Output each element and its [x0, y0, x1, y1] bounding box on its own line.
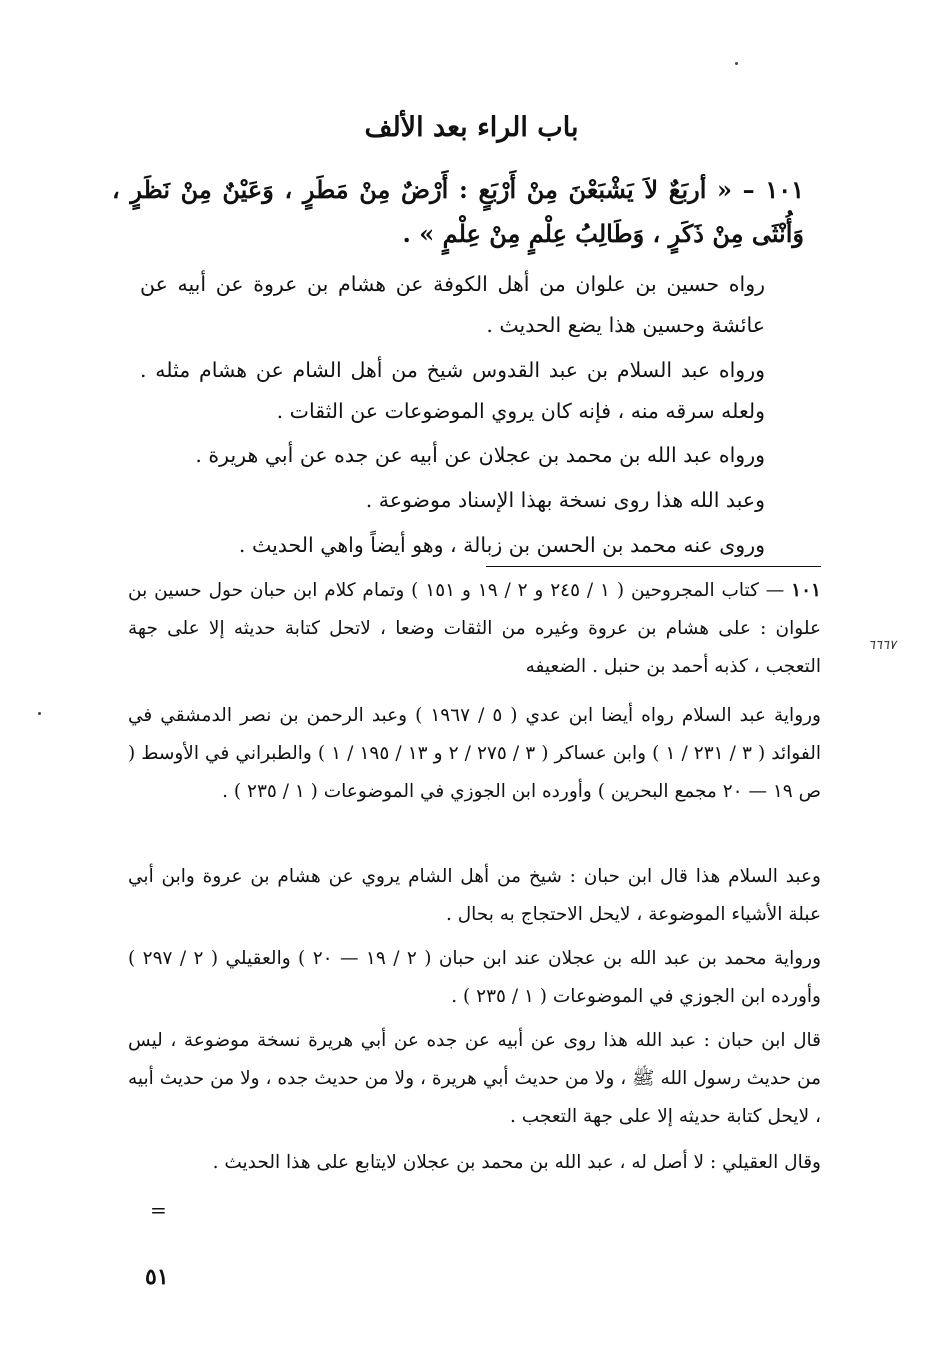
scan-speck [735, 62, 738, 65]
hadith-number: ١٠١ [765, 175, 804, 204]
footnote-text: — كتاب المجروحين ( ١ / ٢٤٥ و ٢ / ١٩ و ١٥١ ) وتمام كلام ابن حبان حول حسين بن علوان : على هشام بن عروة وغيره من الثقات وضعا ، لاتحل كتابة حديثه إلا على جهة التعجب ، كذبه أحمد بن حنبل . الضعيفه [128, 580, 821, 677]
narration-paragraph: وعبد الله هذا روى نسخة بهذا الإسناد موضوعة . [365, 488, 765, 512]
footnote-paragraph: وعبد السلام هذا قال ابن حبان : شيخ من أهل الشام يروي عن هشام بن عروة وابن أبي عبلة الأشياء الموضوعة ، لايحل الاحتجاج به بحال . [128, 866, 821, 925]
handwritten-annotation: ٦٦٦٧ [868, 638, 896, 653]
hadith-body: – « أربَعٌ لاَ يَشْبَعْنَ مِنْ أَرْبَعٍ : أَرْضٌ مِنْ مَطَرٍ ، وَعَيْنٌ مِنْ نَظَرٍ ، وَأُنْثَى مِنْ ذَكَرٍ ، وَطَالِبُ عِلْمٍ مِنْ عِلْمٍ » . [112, 175, 804, 248]
narration-paragraph: رواه حسين بن علوان من أهل الكوفة عن هشام بن عروة عن أبيه عن عائشة وحسين هذا يضع الحديث . [140, 272, 765, 337]
footnote-paragraph [128, 572, 821, 686]
continuation-mark: = [150, 1198, 167, 1222]
narration-paragraph: وروى عنه محمد بن الحسن بن زبالة ، وهو أيضاً واهي الحديث . [238, 533, 765, 557]
narration-paragraph: ورواه عبد السلام بن عبد القدوس شيخ من أهل الشام عن هشام مثله . ولعله سرقه منه ، فإنه كان يروي الموضوعات عن الثقات . [140, 358, 765, 423]
footnote-number: ١٠١ [791, 580, 821, 601]
narration-paragraph: ورواه عبد الله بن محمد بن عجلان عن أبيه عن جده عن أبي هريرة . [195, 443, 765, 467]
footnote-paragraph: ورواية عبد السلام رواه أيضا ابن عدي ( ٥ / ١٩٦٧ ) وعبد الرحمن بن نصر الدمشقي في الفوائد ( ٣ / ٢٣١ / ١ ) وابن عساكر ( ٣ / ٢٧٥ / ٢ و ١٣ / ١٩٥ / ١ ) والطبراني في الأوسط ( ص ١٩ — ٢٠ مجمع البحرين ) وأورده ابن الجوزي في الموضوعات ( ١ / ٢٣٥ ) . [128, 705, 821, 802]
footnote-paragraph: وقال العقيلي : لا أصل له ، عبد الله بن محمد بن عجلان لايتابع على هذا الحديث . [212, 1152, 821, 1173]
footnote-paragraph: ورواية محمد بن عبد الله بن عجلان عند ابن حبان ( ٢ / ١٩ — ٢٠ ) والعقيلي ( ٢ / ٢٩٧ ) وأورده ابن الجوزي في الموضوعات ( ١ / ٢٣٥ ) . [128, 948, 822, 1007]
chapter-title: باب الراء بعد الألف [364, 112, 579, 143]
hadith-text [112, 168, 804, 256]
scan-speck [38, 712, 41, 715]
page-number: ٥١ [145, 1264, 169, 1290]
footnote-divider [486, 566, 821, 567]
footnote-paragraph: قال ابن حبان : عبد الله هذا روى عن أبيه عن جده عن أبي هريرة نسخة موضوعة ، ليس من حديث رسول الله ﷺ ، ولا من حديث أبي هريرة ، ولا من حديث جده ، ولا من حديث أبيه ، لايحل كتابة حديثه إلا على جهة التعجب . [128, 1030, 821, 1127]
